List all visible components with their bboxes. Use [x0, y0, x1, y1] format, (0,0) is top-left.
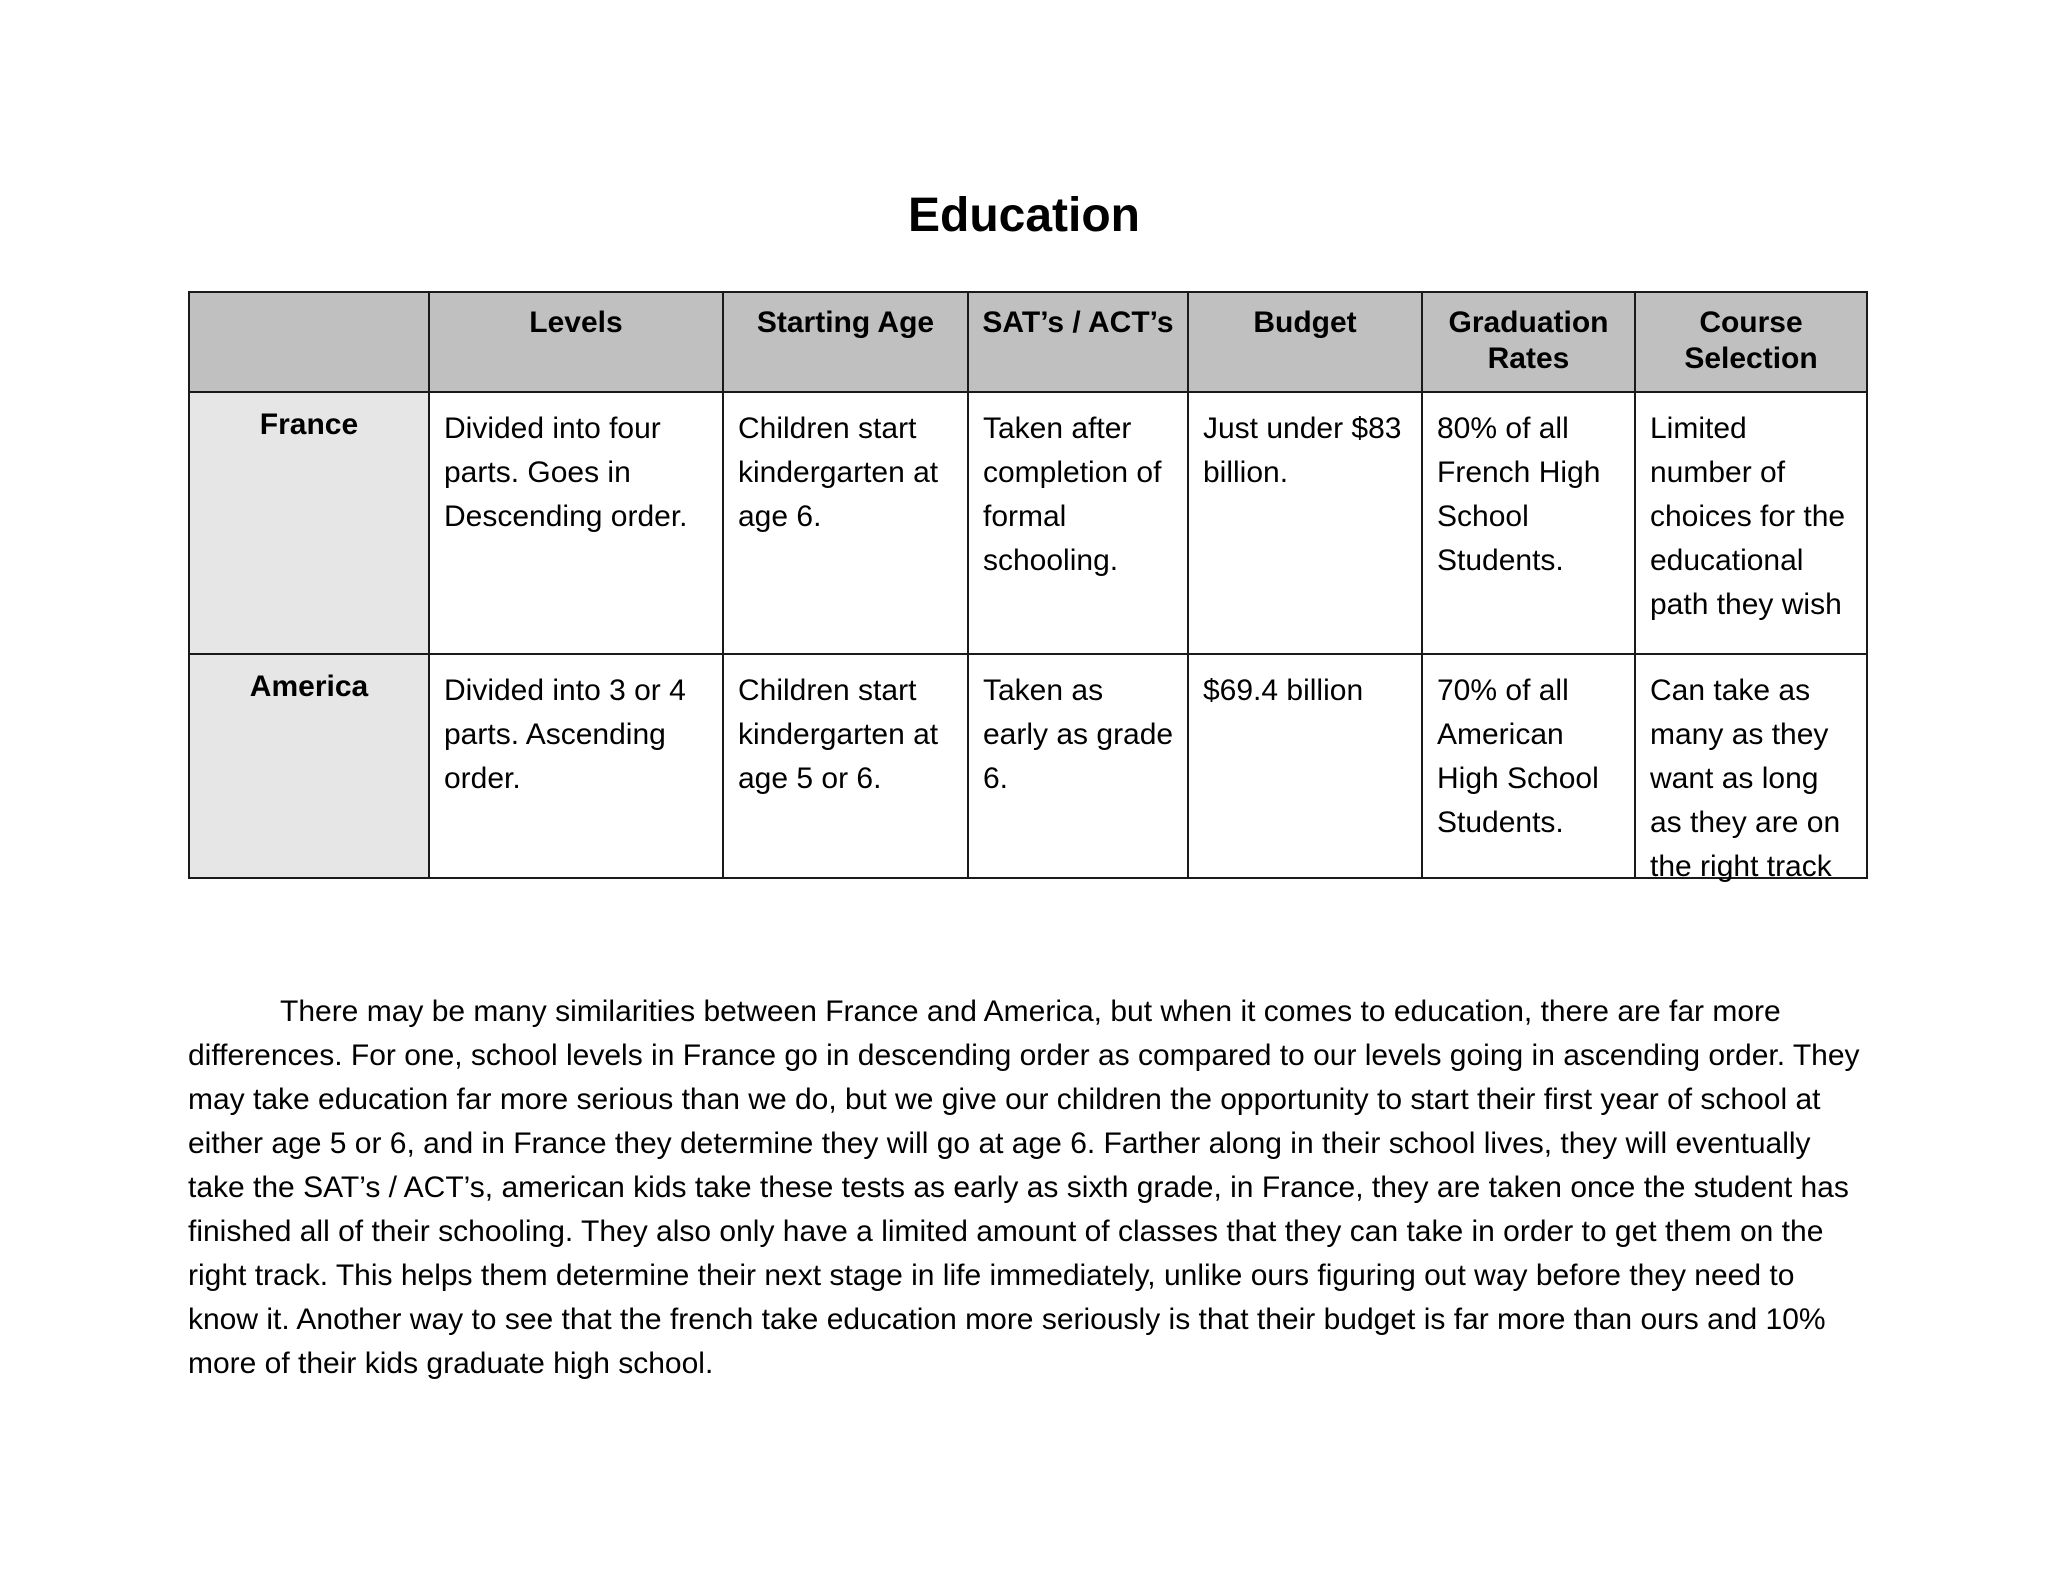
- cell-france-graduation-rates: [1422, 392, 1635, 654]
- header-graduation-rates: Graduation Rates: [1422, 292, 1635, 392]
- header-course-selection: Course Selection: [1635, 292, 1867, 392]
- cell-france-starting-age: [723, 392, 968, 654]
- cell-america-sat-act: [968, 654, 1188, 878]
- cell-america-levels: [429, 654, 723, 878]
- cell-text: Children start kindergarten at age 5 or 6.: [738, 674, 939, 795]
- cell-text: 70% of all American High School Students.: [1437, 674, 1599, 839]
- cell-text: Can take as many as they want as long as they are on the right track: [1650, 674, 1841, 883]
- table-row-america: [189, 654, 1867, 878]
- header-corner: [189, 292, 429, 392]
- page-title: Education: [907, 189, 1140, 242]
- header-starting-age: Starting Age: [723, 292, 968, 392]
- cell-text: $69.4 billion: [1203, 674, 1364, 707]
- cell-text: Taken after completion of formal schooling.: [983, 412, 1162, 577]
- cell-america-starting-age: [723, 654, 968, 878]
- cell-text: Taken as early as grade 6.: [983, 674, 1174, 795]
- cell-text: Limited number of choices for the educational path they wish: [1650, 412, 1846, 621]
- cell-america-graduation-rates: [1422, 654, 1635, 878]
- table-row-france: [189, 392, 1867, 654]
- cell-text: 80% of all French High School Students.: [1437, 412, 1601, 577]
- cell-america-course-selection: [1635, 654, 1867, 883]
- cell-france-budget: [1188, 392, 1422, 654]
- essay-paragraph: There may be many similarities between France and America, but when it comes to education, there are far more differences. For one, school levels in France go in descending order as compared to our levels going in ascending order. They may take education far more serious than we do, but we give our children the opportunity to start their first year of school at either age 5 or 6, and in France they determine they will go at age 6. Farther along in their school lives, they will eventually take the SAT’s / ACT’s, american kids take these tests as early as sixth grade, in France, they are taken once the student has finished all of their schooling. They also only have a limited amount of classes that they can take in order to get them on the right track. This helps them determine their next stage in life immediately, unlike ours figuring out way before they need to know it. Another way to see that the french take education more seriously is that their budget is far more than ours and 10% more of their kids graduate high school.: [188, 995, 1860, 1380]
- header-budget: Budget: [1188, 292, 1422, 392]
- cell-text: Just under $83 billion.: [1203, 412, 1402, 489]
- cell-france-sat-act: [968, 392, 1188, 654]
- cell-france-course-selection: [1635, 392, 1867, 654]
- cell-text: Children start kindergarten at age 6.: [738, 412, 939, 533]
- row-label-america: America: [189, 654, 429, 878]
- header-levels: Levels: [429, 292, 723, 392]
- header-sat-act: SAT’s / ACT’s: [968, 292, 1188, 392]
- cell-america-budget: [1188, 654, 1422, 878]
- cell-france-levels: [429, 392, 723, 654]
- cell-text: Divided into four parts. Goes in Descending order.: [444, 412, 688, 533]
- cell-text: Divided into 3 or 4 parts. Ascending order.: [444, 674, 686, 795]
- comparison-table: [188, 291, 1868, 883]
- table-header-row: [189, 292, 1867, 392]
- row-label-france: France: [189, 392, 429, 654]
